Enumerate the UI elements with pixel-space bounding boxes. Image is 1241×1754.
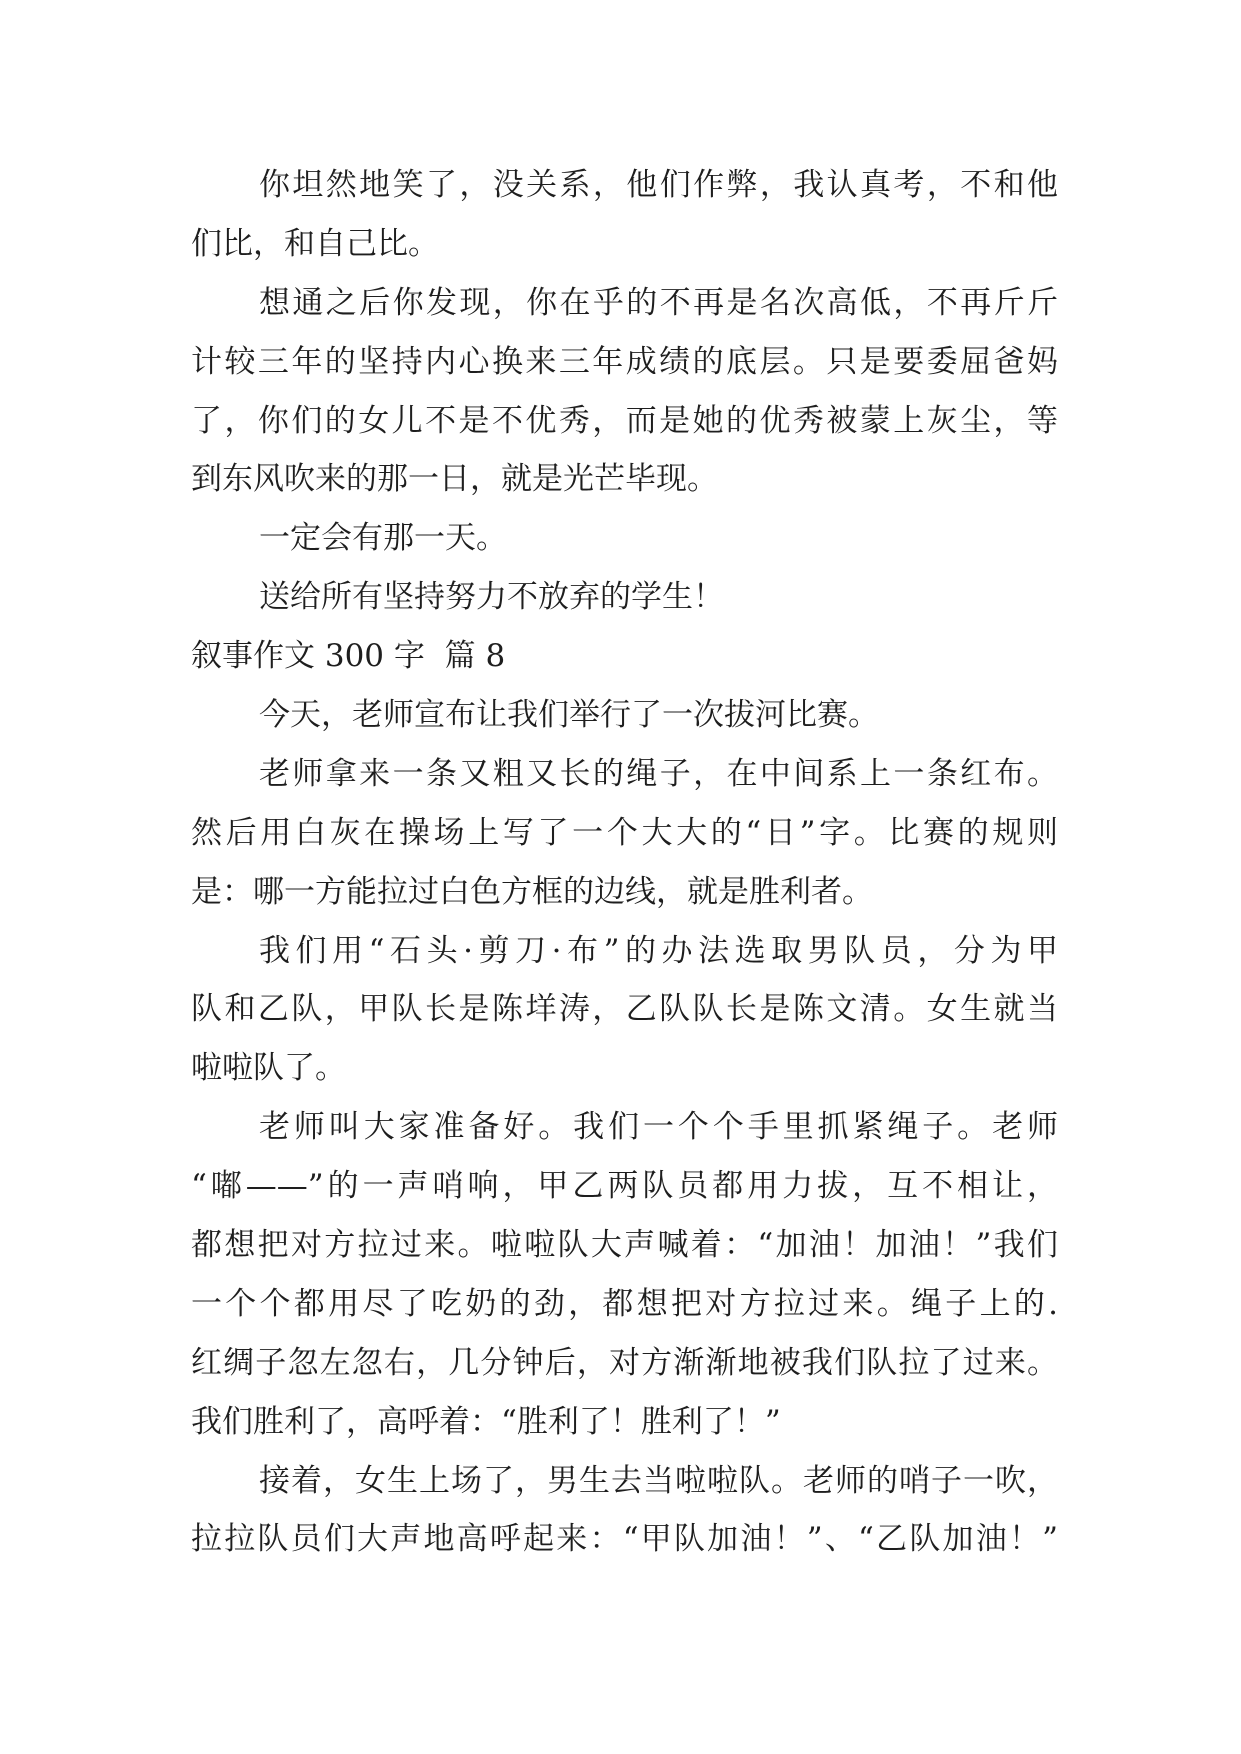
text-line: 老师拿来一条又粗又长的绳子，在中间系上一条红布。 [259, 755, 1058, 792]
text-line: 你坦然地笑了，没关系，他们作弊，我认真考，不和他 [259, 167, 1058, 203]
paragraph [191, 1452, 1058, 1570]
paragraph [191, 568, 1058, 627]
text-line: 一定会有那一天。 [259, 520, 507, 557]
text-line: 今天，老师宣布让我们举行了一次拔河比赛。 [259, 697, 879, 734]
text-line: 啦啦队了。 [191, 1050, 346, 1087]
paragraph [191, 274, 1058, 510]
text-line: 们比，和自己比。 [191, 225, 439, 262]
text-line: 老师叫大家准备好。我们一个个手里抓紧绳子。老师 [259, 1109, 1058, 1146]
document-page [191, 156, 1058, 1569]
text-line: 到东风吹来的那一日，就是光芒毕现。 [191, 461, 718, 498]
text-line: 是：哪一方能拉过白色方框的边线，就是胜利者。 [191, 873, 873, 910]
paragraph [191, 509, 1058, 568]
text-line: 了，你们的女儿不是不优秀，而是她的优秀被蒙上灰尘，等 [191, 402, 1058, 439]
paragraph [191, 686, 1058, 745]
text-line: 计较三年的坚持内心换来三年成绩的底层。只是要委屈爸妈 [191, 343, 1058, 380]
paragraph [191, 745, 1058, 922]
section-heading: 叙事作文 300 字 篇 8 [191, 638, 506, 675]
text-line: 队和乙队，甲队长是陈垟涛，乙队队长是陈文清。女生就当 [191, 991, 1058, 1028]
text-line: 拉拉队员们大声地高呼起来：“甲队加油！”、“乙队加油！” [191, 1521, 1058, 1558]
text-line: 接着，女生上场了，男生去当啦啦队。老师的哨子一吹， [259, 1462, 1058, 1499]
paragraph [191, 1098, 1058, 1451]
text-line: 一个个都用尽了吃奶的劲，都想把对方拉过来。绳子上的. [191, 1285, 1058, 1322]
text-line: 红绸子忽左忽右，几分钟后，对方渐渐地被我们队拉了过来。 [191, 1344, 1058, 1381]
text-line: “嘟——”的一声哨响，甲乙两队员都用力拔，互不相让， [191, 1168, 1058, 1205]
text-line: 然后用白灰在操场上写了一个大大的“日”字。比赛的规则 [191, 814, 1058, 851]
text-line: 我们用“石头·剪刀·布”的办法选取男队员，分为甲 [259, 932, 1058, 969]
paragraph [191, 156, 1058, 274]
text-line: 都想把对方拉过来。啦啦队大声喊着：“加油！加油！”我们 [191, 1227, 1058, 1264]
paragraph [191, 922, 1058, 1099]
text-line: 我们胜利了，高呼着：“胜利了！胜利了！” [191, 1403, 781, 1440]
text-line: 送给所有坚持努力不放弃的学生！ [259, 579, 724, 616]
text-line: 想通之后你发现，你在乎的不再是名次高低，不再斤斤 [259, 284, 1058, 321]
